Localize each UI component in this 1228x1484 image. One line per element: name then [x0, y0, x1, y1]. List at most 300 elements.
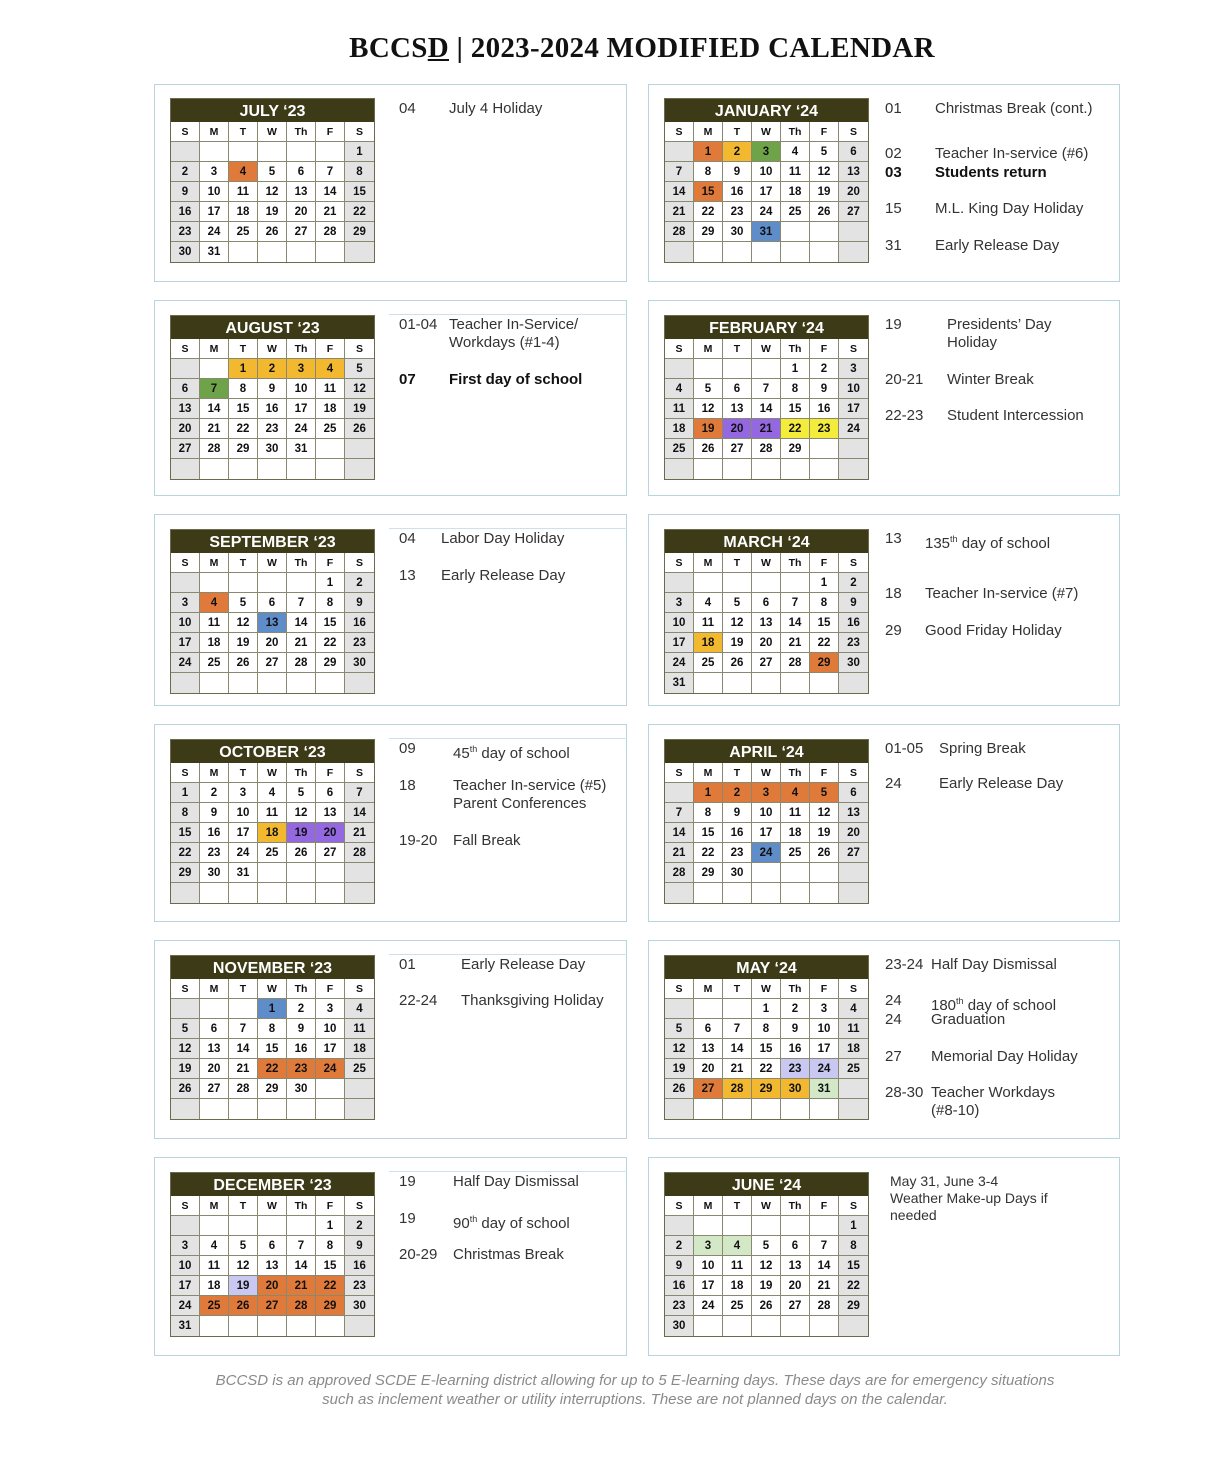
empty-cell: [345, 673, 374, 693]
day-cell: 1: [316, 573, 345, 593]
day-cell: 13: [694, 1039, 723, 1059]
weekday-label: F: [810, 339, 839, 359]
day-cell: 5: [345, 359, 374, 379]
day-cell: 9: [287, 1019, 316, 1039]
day-cell: 29: [752, 1079, 781, 1099]
day-cell: 12: [345, 379, 374, 399]
weekday-label: T: [723, 339, 752, 359]
event-description: Graduation: [931, 1011, 1006, 1028]
day-cell: 27: [723, 439, 752, 459]
empty-cell: [229, 999, 258, 1019]
day-cell: 24: [752, 843, 781, 863]
day-cell: 22: [316, 1276, 345, 1296]
empty-cell: [316, 863, 345, 883]
event-item: [399, 316, 624, 352]
day-cell: 1: [839, 1216, 868, 1236]
event-description: Fall Break: [453, 832, 521, 849]
day-cell: 19: [258, 202, 287, 222]
month-name: JUNE ‘24: [665, 1173, 868, 1196]
month-calendar-sep: [170, 529, 375, 694]
empty-cell: [229, 673, 258, 693]
day-cell: 7: [665, 162, 694, 182]
event-item: [885, 775, 1110, 793]
empty-cell: [171, 673, 200, 693]
empty-cell: [200, 573, 229, 593]
day-cell: 19: [810, 823, 839, 843]
day-cell: 24: [229, 843, 258, 863]
day-cell: 27: [200, 1079, 229, 1099]
day-cell: 25: [200, 1296, 229, 1316]
weekday-label: S: [839, 763, 868, 783]
day-cell: 29: [345, 222, 374, 242]
panel-divider: [389, 528, 627, 529]
day-cell: 22: [810, 633, 839, 653]
empty-cell: [316, 673, 345, 693]
day-cell: 5: [810, 142, 839, 162]
day-cell: 6: [200, 1019, 229, 1039]
day-cell: 15: [229, 399, 258, 419]
empty-cell: [810, 863, 839, 883]
weekday-label: W: [752, 339, 781, 359]
weekday-label: Th: [287, 1196, 316, 1216]
day-cell: 28: [287, 1296, 316, 1316]
day-cell: 18: [839, 1039, 868, 1059]
day-cell: 13: [839, 803, 868, 823]
event-item: [885, 145, 1110, 163]
month-calendar-dec: [170, 1172, 375, 1337]
weekday-label: M: [200, 979, 229, 999]
month-name: MARCH ‘24: [665, 530, 868, 553]
event-description: Memorial Day Holiday: [931, 1048, 1078, 1065]
day-cell: 22: [839, 1276, 868, 1296]
day-cell: 30: [345, 653, 374, 673]
weekday-label: M: [200, 339, 229, 359]
day-cell: 17: [665, 633, 694, 653]
weekday-label: T: [229, 1196, 258, 1216]
empty-cell: [839, 673, 868, 693]
empty-cell: [200, 1216, 229, 1236]
day-cell: 19: [665, 1059, 694, 1079]
weekday-label: Th: [287, 979, 316, 999]
empty-cell: [723, 573, 752, 593]
day-cell: 12: [171, 1039, 200, 1059]
event-date: 22-24: [399, 992, 438, 1009]
day-cell: 29: [810, 653, 839, 673]
event-date: 01-05: [885, 740, 924, 757]
empty-cell: [781, 673, 810, 693]
empty-cell: [810, 222, 839, 242]
day-cell: 11: [200, 1256, 229, 1276]
day-cell: 9: [723, 803, 752, 823]
event-date: 13: [399, 567, 416, 584]
empty-cell: [781, 863, 810, 883]
event-date: 01: [399, 956, 416, 973]
event-date: 19: [399, 1210, 416, 1227]
empty-cell: [694, 999, 723, 1019]
empty-cell: [171, 999, 200, 1019]
day-cell: 3: [171, 593, 200, 613]
day-cell: 7: [752, 379, 781, 399]
day-cell: 8: [171, 803, 200, 823]
empty-cell: [810, 1316, 839, 1336]
event-description: 180th day of school: [931, 996, 1057, 1014]
day-cell: 24: [171, 1296, 200, 1316]
day-cell: 14: [665, 823, 694, 843]
day-cell: 28: [665, 222, 694, 242]
day-cell: 10: [171, 1256, 200, 1276]
day-cell: 16: [287, 1039, 316, 1059]
day-cell: 21: [665, 843, 694, 863]
event-date: 24: [885, 992, 902, 1009]
weekday-label: M: [694, 553, 723, 573]
empty-cell: [665, 1099, 694, 1119]
weekday-label: Th: [287, 122, 316, 142]
day-cell: 12: [229, 613, 258, 633]
empty-cell: [316, 142, 345, 162]
empty-cell: [258, 1316, 287, 1336]
event-item: [399, 1173, 624, 1191]
page-title: BCCSD | 2023-2024 MODIFIED CALENDAR: [349, 32, 935, 64]
day-cell: 22: [345, 202, 374, 222]
day-cell: 10: [752, 162, 781, 182]
day-cell: 6: [839, 783, 868, 803]
day-cell: 27: [258, 1296, 287, 1316]
empty-cell: [287, 1216, 316, 1236]
day-cell: 4: [665, 379, 694, 399]
day-cell: 8: [229, 379, 258, 399]
day-cell: 8: [258, 1019, 287, 1039]
event-item: [399, 567, 624, 585]
event-item: [399, 1210, 624, 1232]
day-cell: 16: [345, 1256, 374, 1276]
day-cell: 29: [781, 439, 810, 459]
empty-cell: [200, 1316, 229, 1336]
day-cell: 6: [258, 1236, 287, 1256]
event-description: July 4 Holiday: [449, 100, 543, 117]
empty-cell: [694, 459, 723, 479]
day-cell: 30: [345, 1296, 374, 1316]
empty-cell: [665, 1216, 694, 1236]
footer-note: BCCSD is an approved SCDE E-learning district allowing for up to 5 E-learning days. These days are for emergency situations such as inclement weather or utility interruptions. These are not planned days on the calendar.: [215, 1372, 1055, 1408]
month-name: MAY ‘24: [665, 956, 868, 979]
day-cell: 11: [781, 803, 810, 823]
day-cell: 16: [171, 202, 200, 222]
event-date: 09: [399, 740, 416, 757]
day-cell: 18: [316, 399, 345, 419]
day-cell: 23: [781, 1059, 810, 1079]
event-item: [885, 100, 1110, 118]
day-cell: 4: [200, 1236, 229, 1256]
day-cell: 8: [694, 803, 723, 823]
day-cell: 3: [316, 999, 345, 1019]
panel-divider: [389, 1171, 627, 1172]
day-cell: 26: [171, 1079, 200, 1099]
event-description: Teacher Workdays (#8-10): [931, 1084, 1055, 1119]
day-cell: 24: [694, 1296, 723, 1316]
day-cell: 18: [694, 633, 723, 653]
day-cell: 30: [723, 222, 752, 242]
weekday-label: S: [171, 979, 200, 999]
day-cell: 23: [258, 419, 287, 439]
empty-cell: [665, 999, 694, 1019]
empty-cell: [287, 242, 316, 262]
day-cell: 14: [723, 1039, 752, 1059]
day-cell: 1: [258, 999, 287, 1019]
day-cell: 12: [287, 803, 316, 823]
day-cell: 25: [694, 653, 723, 673]
day-cell: 5: [258, 162, 287, 182]
event-item: [885, 585, 1110, 603]
empty-cell: [694, 1099, 723, 1119]
event-description: Early Release Day: [461, 956, 586, 973]
empty-cell: [229, 242, 258, 262]
weekday-label: S: [171, 1196, 200, 1216]
day-cell: 7: [287, 593, 316, 613]
empty-cell: [781, 573, 810, 593]
day-cell: 30: [200, 863, 229, 883]
day-cell: 28: [781, 653, 810, 673]
event-item: [399, 371, 624, 389]
weekday-label: W: [258, 979, 287, 999]
empty-cell: [781, 1099, 810, 1119]
weekday-label: F: [316, 979, 345, 999]
day-cell: 22: [171, 843, 200, 863]
event-date: 20-29: [399, 1246, 438, 1263]
day-cell: 14: [810, 1256, 839, 1276]
event-item: [885, 200, 1110, 218]
day-cell: 16: [345, 613, 374, 633]
day-cell: 8: [839, 1236, 868, 1256]
empty-cell: [723, 1216, 752, 1236]
day-cell: 2: [171, 162, 200, 182]
day-cell: 10: [287, 379, 316, 399]
day-cell: 8: [810, 593, 839, 613]
day-cell: 21: [345, 823, 374, 843]
day-cell: 3: [694, 1236, 723, 1256]
empty-cell: [810, 1216, 839, 1236]
empty-cell: [723, 242, 752, 262]
day-cell: 20: [752, 633, 781, 653]
day-cell: 26: [810, 202, 839, 222]
empty-cell: [316, 1099, 345, 1119]
day-cell: 11: [665, 399, 694, 419]
day-cell: 4: [781, 783, 810, 803]
day-cell: 6: [287, 162, 316, 182]
event-description: Early Release Day: [441, 567, 566, 584]
event-description: Spring Break: [939, 740, 1026, 757]
day-cell: 24: [287, 419, 316, 439]
day-cell: 1: [345, 142, 374, 162]
day-cell: 3: [665, 593, 694, 613]
empty-cell: [694, 673, 723, 693]
day-cell: 6: [316, 783, 345, 803]
day-cell: 20: [258, 633, 287, 653]
event-description: Teacher In-service (#7): [925, 585, 1079, 602]
empty-cell: [839, 1099, 868, 1119]
event-date: 19: [399, 1173, 416, 1190]
empty-cell: [345, 1316, 374, 1336]
day-cell: 12: [752, 1256, 781, 1276]
event-description: Christmas Break: [453, 1246, 564, 1263]
event-description: Winter Break: [947, 371, 1034, 388]
weekday-label: W: [752, 1196, 781, 1216]
day-cell: 25: [723, 1296, 752, 1316]
day-cell: 26: [723, 653, 752, 673]
panel-divider: [389, 314, 627, 315]
day-cell: 22: [781, 419, 810, 439]
day-cell: 13: [316, 803, 345, 823]
weekday-label: M: [694, 339, 723, 359]
empty-cell: [200, 359, 229, 379]
event-description: Teacher In-Service/ Workdays (#1-4): [449, 316, 579, 351]
day-cell: 9: [200, 803, 229, 823]
weekday-label: F: [316, 763, 345, 783]
weekday-label: T: [723, 763, 752, 783]
day-cell: 10: [694, 1256, 723, 1276]
day-cell: 26: [752, 1296, 781, 1316]
empty-cell: [258, 863, 287, 883]
empty-cell: [229, 1216, 258, 1236]
empty-cell: [229, 1099, 258, 1119]
weekday-label: S: [665, 763, 694, 783]
weekday-label: S: [171, 553, 200, 573]
day-cell: 9: [839, 593, 868, 613]
empty-cell: [171, 359, 200, 379]
month-name: APRIL ‘24: [665, 740, 868, 763]
day-cell: 25: [781, 843, 810, 863]
empty-cell: [694, 359, 723, 379]
empty-cell: [665, 459, 694, 479]
event-date: 18: [885, 585, 902, 602]
day-cell: 21: [316, 202, 345, 222]
day-cell: 15: [839, 1256, 868, 1276]
day-cell: 31: [229, 863, 258, 883]
event-date: 19: [885, 316, 902, 333]
day-cell: 28: [287, 653, 316, 673]
event-date: 01-04: [399, 316, 438, 333]
event-date: 03: [885, 164, 902, 181]
event-item: [399, 992, 624, 1010]
empty-cell: [345, 242, 374, 262]
event-description: 90th day of school: [453, 1214, 570, 1232]
day-cell: 19: [287, 823, 316, 843]
weekday-label: F: [316, 553, 345, 573]
day-cell: 22: [694, 843, 723, 863]
day-cell: 27: [781, 1296, 810, 1316]
day-cell: 3: [171, 1236, 200, 1256]
day-cell: 19: [694, 419, 723, 439]
day-cell: 29: [171, 863, 200, 883]
weekday-label: S: [345, 339, 374, 359]
day-cell: 17: [287, 399, 316, 419]
day-cell: 2: [723, 783, 752, 803]
day-cell: 21: [810, 1276, 839, 1296]
weekday-label: W: [752, 122, 781, 142]
day-cell: 25: [229, 222, 258, 242]
weekday-label: T: [723, 1196, 752, 1216]
day-cell: 27: [839, 202, 868, 222]
empty-cell: [810, 242, 839, 262]
month-name: AUGUST ‘23: [171, 316, 374, 339]
day-cell: 1: [810, 573, 839, 593]
empty-cell: [171, 1216, 200, 1236]
event-date: 18: [399, 777, 416, 794]
empty-cell: [723, 999, 752, 1019]
weekday-label: S: [839, 339, 868, 359]
day-cell: 11: [781, 162, 810, 182]
empty-cell: [665, 142, 694, 162]
day-cell: 5: [665, 1019, 694, 1039]
event-description: 45th day of school: [453, 744, 570, 762]
day-cell: 14: [229, 1039, 258, 1059]
empty-cell: [839, 439, 868, 459]
day-cell: 30: [781, 1079, 810, 1099]
day-cell: 31: [665, 673, 694, 693]
event-item: [885, 164, 1110, 182]
day-cell: 24: [839, 419, 868, 439]
empty-cell: [287, 673, 316, 693]
day-cell: 20: [723, 419, 752, 439]
day-cell: 13: [258, 613, 287, 633]
month-name: OCTOBER ‘23: [171, 740, 374, 763]
day-cell: 30: [723, 863, 752, 883]
event-date: 29: [885, 622, 902, 639]
day-cell: 27: [694, 1079, 723, 1099]
day-cell: 23: [200, 843, 229, 863]
day-cell: 18: [665, 419, 694, 439]
month-name: NOVEMBER ‘23: [171, 956, 374, 979]
weekday-label: T: [723, 979, 752, 999]
weekday-label: S: [171, 122, 200, 142]
day-cell: 5: [694, 379, 723, 399]
day-cell: 27: [258, 653, 287, 673]
day-cell: 23: [345, 633, 374, 653]
day-cell: 20: [258, 1276, 287, 1296]
empty-cell: [200, 1099, 229, 1119]
event-item: [885, 407, 1110, 425]
weekday-label: S: [839, 553, 868, 573]
day-cell: 2: [781, 999, 810, 1019]
day-cell: 23: [171, 222, 200, 242]
day-cell: 16: [781, 1039, 810, 1059]
day-cell: 8: [316, 593, 345, 613]
day-cell: 13: [752, 613, 781, 633]
event-item: [399, 530, 624, 548]
day-cell: 11: [200, 613, 229, 633]
event-description: Teacher In-service (#6): [935, 145, 1089, 162]
day-cell: 5: [810, 783, 839, 803]
event-description: Students return: [935, 164, 1047, 181]
day-cell: 26: [665, 1079, 694, 1099]
event-date: 13: [885, 530, 902, 547]
day-cell: 23: [345, 1276, 374, 1296]
weekday-label: M: [200, 1196, 229, 1216]
day-cell: 7: [781, 593, 810, 613]
day-cell: 21: [200, 419, 229, 439]
empty-cell: [316, 439, 345, 459]
day-cell: 20: [287, 202, 316, 222]
event-description: Christmas Break (cont.): [935, 100, 1093, 117]
empty-cell: [752, 573, 781, 593]
empty-cell: [723, 883, 752, 903]
day-cell: 3: [752, 142, 781, 162]
day-cell: 10: [229, 803, 258, 823]
event-date: 02: [885, 145, 902, 162]
empty-cell: [839, 222, 868, 242]
day-cell: 26: [258, 222, 287, 242]
day-cell: 23: [810, 419, 839, 439]
empty-cell: [752, 242, 781, 262]
